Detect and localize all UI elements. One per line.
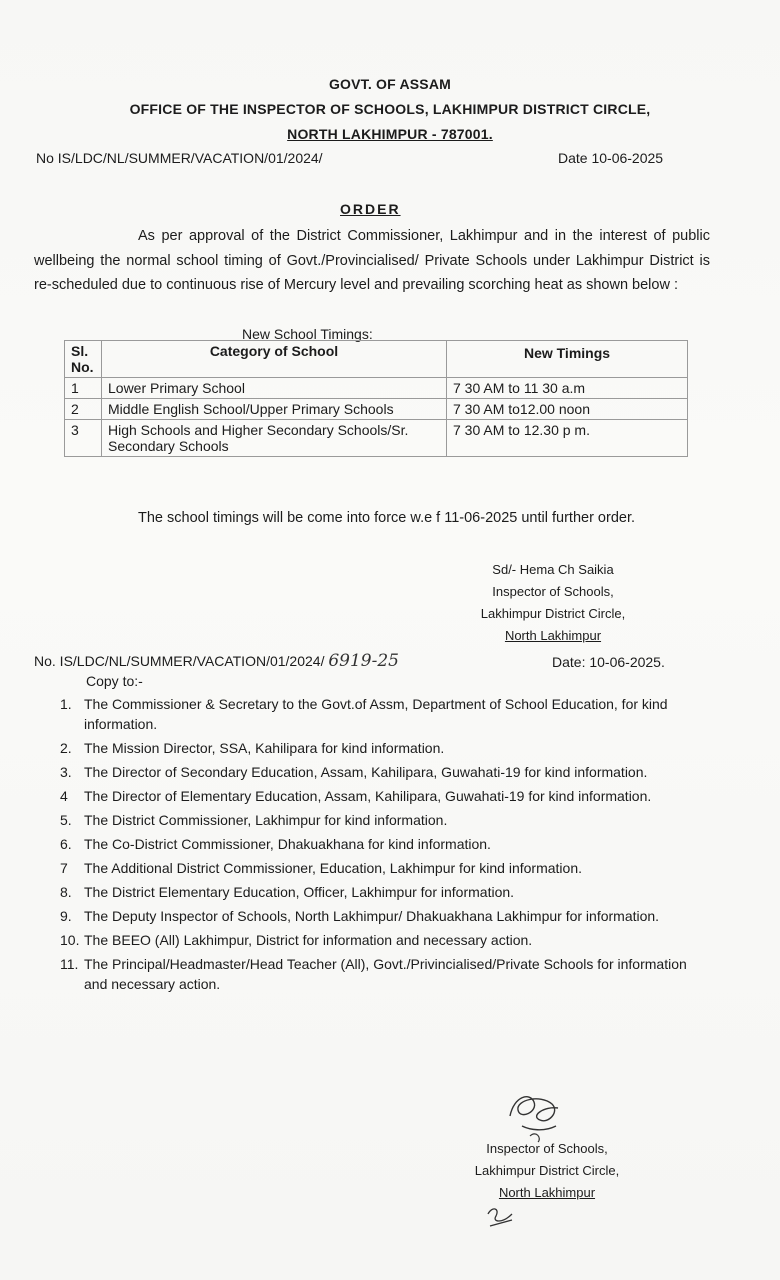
sig1-line4: North Lakhimpur: [504, 628, 602, 643]
header-address: NORTH LAKHIMPUR - 787001.: [287, 126, 493, 142]
item-num: 1.: [60, 696, 72, 712]
item-text: The BEEO (All) Lakhimpur, District for information and necessary action.: [84, 932, 533, 948]
item-num: 9.: [60, 908, 72, 924]
cell-timing: 7 30 AM to 11 30 a.m: [447, 378, 688, 399]
order-ref-date: Date 10-06-2025: [558, 150, 664, 166]
item-text: The District Commissioner, Lakhimpur for kind information.: [84, 812, 448, 828]
sig2-line2: Lakhimpur District Circle,: [474, 1163, 620, 1178]
header-govt: GOVT. OF ASSAM: [328, 76, 452, 92]
sig2-line1: Inspector of Schools,: [486, 1141, 608, 1156]
signature-block-1: [470, 559, 636, 647]
signature-scribble-icon: [500, 1086, 570, 1146]
item-num: 10.: [60, 932, 80, 948]
cell-timing: 7 30 AM to12.00 noon: [447, 399, 688, 420]
header-timings: New Timings: [447, 341, 688, 378]
list-item: [60, 906, 710, 926]
order-body-lead: As per approval of the District Commissioner, Lakhimpur and in the interest of: [138, 228, 666, 244]
header-address-wrap: [0, 126, 780, 142]
item-text: The Additional District Commissioner, Education, Lakhimpur for kind information.: [84, 860, 582, 876]
list-item: [60, 834, 710, 854]
item-text: The Director of Secondary Education, Assam, Kahilipara, Guwahati-19 for kind information.: [84, 764, 648, 780]
item-text: The Commissioner & Secretary to the Govt.of Assm, Department of School Education, for kind information.: [84, 696, 668, 732]
item-text: The Co-District Commissioner, Dhakuakhana for kind information.: [84, 836, 491, 852]
list-item: [60, 882, 710, 902]
cell-sl: 3: [65, 420, 102, 457]
sig1-line2: Inspector of Schools,: [492, 584, 614, 599]
list-item: [60, 858, 710, 878]
copy-to-label: Copy to:-: [86, 673, 143, 689]
table-row: [65, 399, 688, 420]
order-body-rest: public wellbeing the normal school timing of Govt./Provincialised/ Private Schools under Lakhimpur District is re-scheduled due to continuous rise of Mercury level and prevailing scorching heat as shown below :: [34, 228, 710, 293]
order-body: [34, 224, 710, 298]
item-text: The Mission Director, SSA, Kahilipara for kind information.: [84, 740, 445, 756]
sig1-line3: Lakhimpur District Circle,: [480, 606, 626, 621]
cell-sl: 1: [65, 378, 102, 399]
order-title: ORDER: [340, 201, 401, 217]
list-item: [60, 954, 710, 994]
initials-scribble-icon: [482, 1200, 522, 1230]
copy-ref-handwritten: 6919-25: [328, 651, 399, 671]
cell-timing: 7 30 AM to 12.30 p m.: [447, 420, 688, 457]
item-text: The Director of Elementary Education, Assam, Kahilipara, Guwahati-19 for kind information.: [84, 788, 652, 804]
copy-ref-number: [34, 651, 399, 671]
force-line: The school timings will be come into force w.e f 11-06-2025 until further order.: [138, 510, 636, 526]
cell-category: High Schools and Higher Secondary Schools/Sr. Secondary Schools: [102, 420, 447, 457]
item-num: 6.: [60, 836, 72, 852]
sig2-line3: North Lakhimpur: [498, 1185, 596, 1200]
list-item: [60, 694, 710, 734]
list-item: [60, 762, 710, 782]
header-office: OFFICE OF THE INSPECTOR OF SCHOOLS, LAKHIMPUR DISTRICT CIRCLE,: [129, 101, 651, 117]
item-num: 4: [60, 788, 68, 804]
item-num: 11.: [60, 956, 79, 972]
table-row: [65, 378, 688, 399]
list-item: [60, 738, 710, 758]
copy-to-list: [60, 694, 710, 998]
copy-ref-date: Date: 10-06-2025.: [552, 654, 665, 670]
list-item: [60, 810, 710, 830]
signature-block-2: [462, 1138, 632, 1204]
header-sl: Sl. No.: [65, 341, 102, 378]
copy-ref-text: No. IS/LDC/NL/SUMMER/VACATION/01/2024/: [34, 653, 325, 669]
cell-category: Lower Primary School: [102, 378, 447, 399]
list-item: [60, 930, 710, 950]
item-text: The Deputy Inspector of Schools, North Lakhimpur/ Dhakuakhana Lakhimpur for information.: [84, 908, 660, 924]
sig1-line1: Sd/- Hema Ch Saikia: [492, 562, 614, 577]
list-item: [60, 786, 710, 806]
item-num: 2.: [60, 740, 72, 756]
item-num: 8.: [60, 884, 72, 900]
table-header-row: [65, 341, 688, 378]
table-row: [65, 420, 688, 457]
item-num: 7: [60, 860, 68, 876]
table-caption: New School Timings:: [242, 326, 373, 342]
item-num: 5.: [60, 812, 72, 828]
cell-sl: 2: [65, 399, 102, 420]
timings-table: [64, 340, 688, 457]
cell-category: Middle English School/Upper Primary Schools: [102, 399, 447, 420]
order-ref-number: No IS/LDC/NL/SUMMER/VACATION/01/2024/: [36, 150, 323, 166]
header-category: Category of School: [102, 341, 447, 378]
item-num: 3.: [60, 764, 72, 780]
item-text: The District Elementary Education, Officer, Lakhimpur for information.: [84, 884, 515, 900]
item-text: The Principal/Headmaster/Head Teacher (All), Govt./Privincialised/Private Schools for information and necessary action.: [84, 956, 687, 992]
